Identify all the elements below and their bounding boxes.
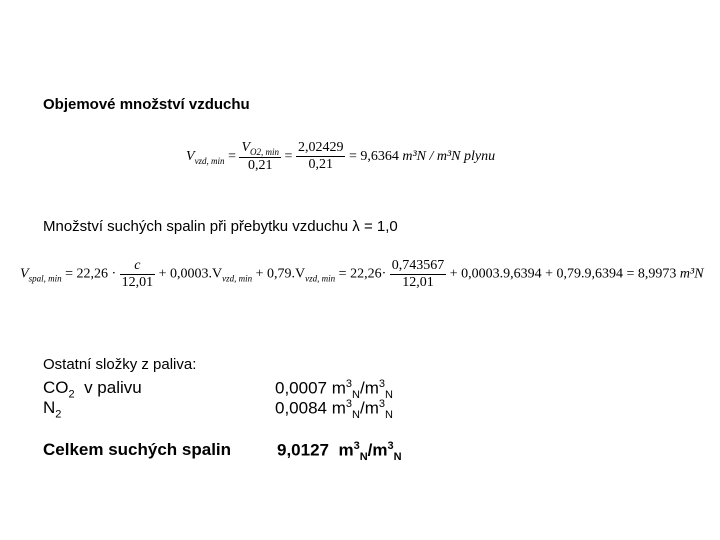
eq1-unit: m³N / m³N plynu xyxy=(402,148,496,164)
eq2-unit: m³N xyxy=(679,266,704,282)
total-value: 9,0127 $m^3_N/m^3_N$ xyxy=(277,440,402,464)
total-label: Celkem suchých spalin xyxy=(43,440,232,459)
eq2-part4: = 22,26· xyxy=(338,266,387,282)
eq2-fraction-2 xyxy=(390,258,447,291)
eq2-part5: + 0,0003.9,6394 + 0,79.9,6394 = 8,9973 xyxy=(449,266,677,282)
eq2-lhs: V xyxy=(20,266,29,282)
eq1-f1-num-sub: O2, min xyxy=(250,146,280,157)
eq2-lhs-sub: spal, min xyxy=(28,273,62,284)
eq2-part1: = 22,26 · xyxy=(65,266,117,282)
equation-dry-flue-gas xyxy=(20,258,704,291)
eq1-lhs: V xyxy=(186,148,195,164)
eq1-f2-den: 0,21 xyxy=(308,157,333,173)
co2-value: 0,0007 $m^3_N/m^3_N$ xyxy=(275,378,393,402)
eq2-frac1-num: c xyxy=(120,258,156,275)
eq1-f2-num: 2,02429 xyxy=(297,140,344,156)
eq1-lhs-sub: vzd, min xyxy=(194,155,225,166)
eq1-f1-den: 0,21 xyxy=(248,157,273,173)
co2-label: $CO_2$ v palivu xyxy=(43,378,142,401)
eq1-fraction-2 xyxy=(296,140,346,173)
eq1-equals: = xyxy=(228,148,236,164)
heading-air-volume: Objemové množství vzduchu xyxy=(43,96,250,113)
eq1-f1-num: V xyxy=(241,140,251,155)
eq2-frac2-num: 0,743567 xyxy=(391,258,445,273)
eq2-part2-sub: vzd, min xyxy=(222,273,253,284)
section-dry-flue-gas: Množství suchých spalin při přebytku vzduchu λ = 1,0 xyxy=(43,218,398,235)
eq2-part3-sub: vzd, min xyxy=(305,273,336,284)
eq2-fraction-1 xyxy=(120,258,156,291)
equation-air-volume: $V_{vzd, min}$ = $\frac{V_{O2, min}}{0,21}$ = $\frac{2,02429}{0,21}$ = 9,6364 m³N / m³N plynu xyxy=(186,140,496,173)
eq2-frac2-den: 12,01 xyxy=(402,275,434,290)
eq2-part3: + 0,79.V xyxy=(255,266,306,282)
other-components-title: Ostatní složky z paliva: xyxy=(43,356,197,373)
eq1-fraction-1 xyxy=(239,140,281,174)
eq1-result: = 9,6364 xyxy=(348,148,399,164)
n2-label: $N_2$ xyxy=(43,398,62,421)
n2-value: 0,0084 $m^3_N/m^3_N$ xyxy=(275,398,393,422)
eq2-frac1-den: 12,01 xyxy=(121,275,154,290)
eq2-part2: + 0,0003.V xyxy=(158,266,223,282)
